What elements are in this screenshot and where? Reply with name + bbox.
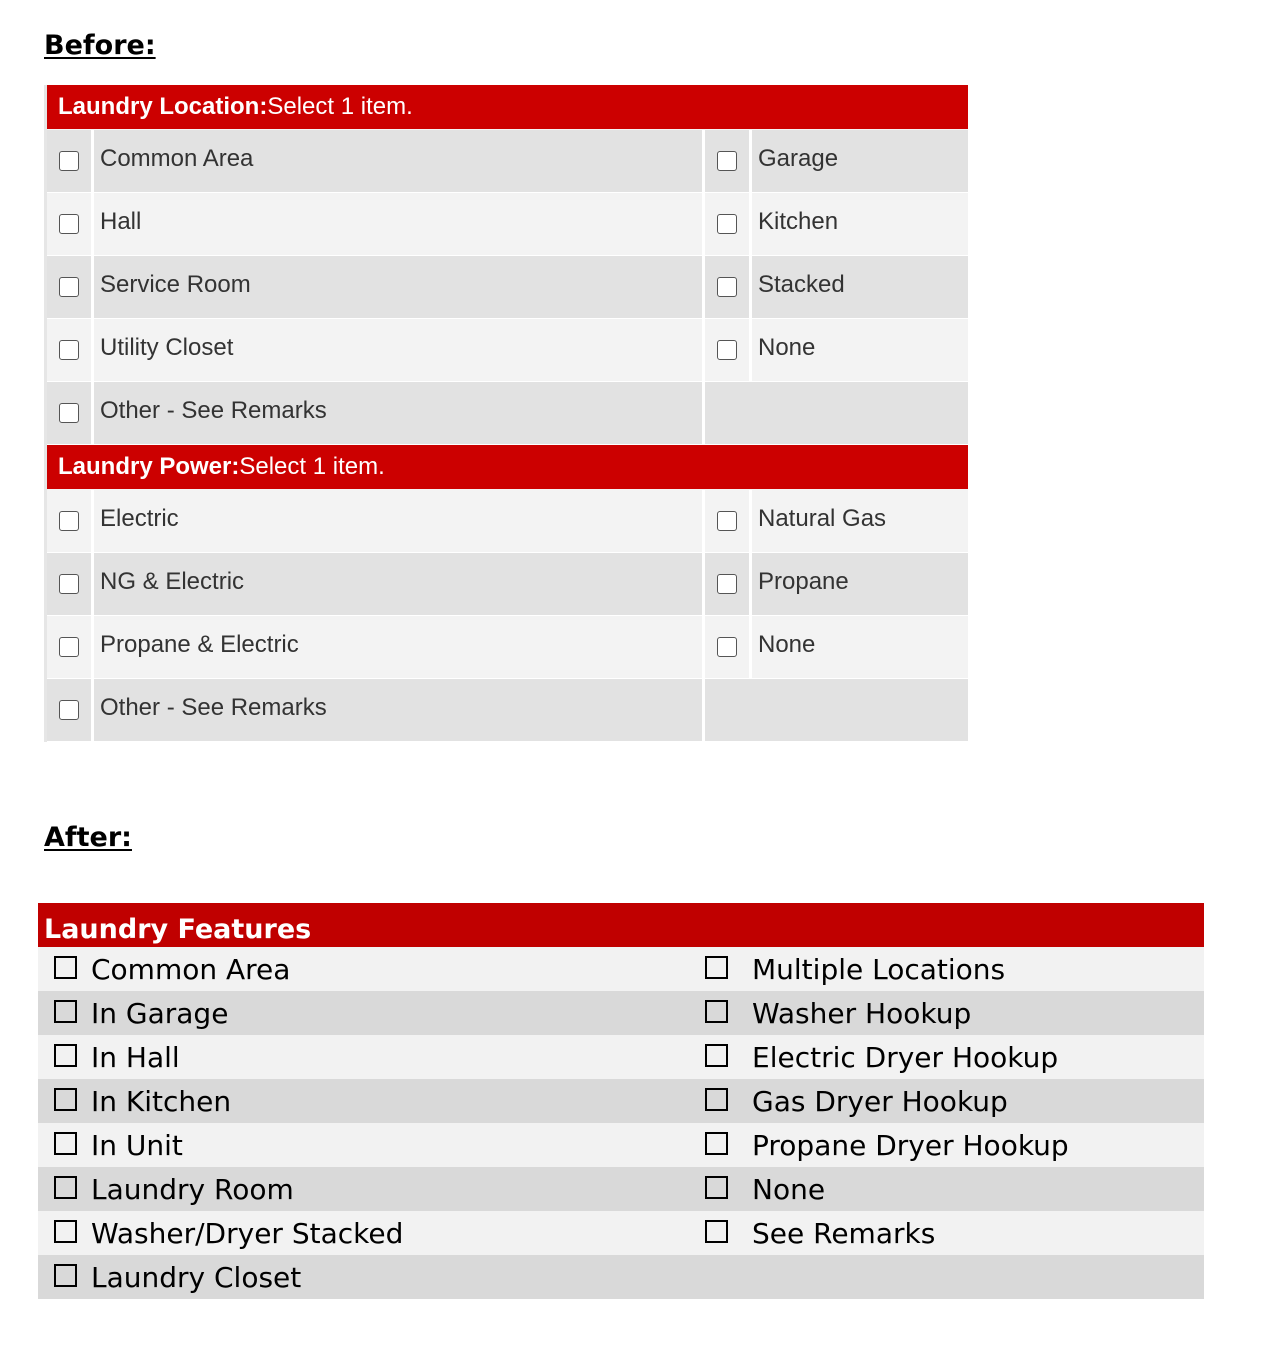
checkbox-cell bbox=[47, 490, 94, 552]
checkbox-cell bbox=[47, 616, 94, 678]
option-cell bbox=[47, 193, 705, 255]
checkbox[interactable] bbox=[717, 511, 737, 531]
option-cell bbox=[704, 1255, 1204, 1299]
checkbox[interactable] bbox=[59, 637, 79, 657]
option-row bbox=[38, 1255, 1204, 1299]
option-label: Propane bbox=[758, 568, 849, 595]
checkbox[interactable] bbox=[705, 1044, 728, 1067]
checkbox-cell bbox=[705, 679, 752, 741]
option-cell bbox=[38, 1167, 704, 1211]
checkbox[interactable] bbox=[717, 574, 737, 594]
checkbox-cell bbox=[705, 193, 752, 255]
option-label: Washer/Dryer Stacked bbox=[91, 1216, 404, 1250]
checkbox-cell bbox=[47, 130, 94, 192]
checkbox[interactable] bbox=[59, 340, 79, 360]
option-label: None bbox=[758, 334, 816, 361]
option-cell bbox=[47, 553, 705, 615]
option-label: Electric bbox=[100, 505, 179, 532]
option-row bbox=[38, 1035, 1204, 1079]
option-label: NG & Electric bbox=[100, 568, 245, 595]
checkbox-cell bbox=[47, 553, 94, 615]
option-label: None bbox=[758, 631, 816, 658]
before-form bbox=[44, 85, 968, 742]
option-cell bbox=[705, 319, 968, 381]
option-label: Common Area bbox=[91, 952, 291, 986]
section-header bbox=[47, 85, 968, 130]
option-cell bbox=[38, 947, 704, 991]
checkbox[interactable] bbox=[54, 1044, 77, 1067]
option-label: Propane Dryer Hookup bbox=[752, 1128, 1069, 1162]
checkbox[interactable] bbox=[54, 956, 77, 979]
checkbox-cell bbox=[705, 130, 752, 192]
option-row bbox=[47, 679, 968, 742]
option-cell bbox=[705, 490, 968, 552]
option-label: Kitchen bbox=[758, 208, 839, 235]
option-row bbox=[47, 616, 968, 679]
section-title-bold: Laundry Location: bbox=[58, 93, 268, 120]
checkbox[interactable] bbox=[717, 214, 737, 234]
option-cell bbox=[704, 1167, 1204, 1211]
checkbox[interactable] bbox=[705, 956, 728, 979]
checkbox[interactable] bbox=[717, 637, 737, 657]
option-cell bbox=[47, 382, 705, 444]
option-cell bbox=[47, 256, 705, 318]
option-cell bbox=[47, 319, 705, 381]
checkbox-cell bbox=[705, 553, 752, 615]
after-form bbox=[38, 903, 1204, 1299]
option-cell bbox=[705, 616, 968, 678]
checkbox[interactable] bbox=[59, 700, 79, 720]
checkbox[interactable] bbox=[705, 1132, 728, 1155]
option-row bbox=[38, 1123, 1204, 1167]
checkbox[interactable] bbox=[705, 1220, 728, 1243]
option-row bbox=[47, 193, 968, 256]
checkbox-cell bbox=[705, 256, 752, 318]
option-cell bbox=[38, 991, 704, 1035]
option-cell bbox=[704, 1211, 1204, 1255]
checkbox-cell bbox=[47, 319, 94, 381]
option-cell bbox=[704, 991, 1204, 1035]
option-label: Stacked bbox=[758, 271, 845, 298]
option-label: Other - See Remarks bbox=[100, 397, 327, 424]
option-label: Hall bbox=[100, 208, 142, 235]
option-row bbox=[38, 991, 1204, 1035]
after-heading: After: bbox=[44, 822, 132, 853]
checkbox-cell bbox=[705, 490, 752, 552]
option-label: In Hall bbox=[91, 1040, 180, 1074]
checkbox[interactable] bbox=[54, 1176, 77, 1199]
checkbox[interactable] bbox=[717, 277, 737, 297]
option-label: Laundry Closet bbox=[91, 1260, 302, 1294]
checkbox-cell bbox=[47, 256, 94, 318]
option-cell bbox=[705, 256, 968, 318]
option-label: In Garage bbox=[91, 996, 229, 1030]
checkbox[interactable] bbox=[705, 1000, 728, 1023]
option-cell bbox=[38, 1079, 704, 1123]
option-cell bbox=[38, 1123, 704, 1167]
checkbox[interactable] bbox=[705, 1088, 728, 1111]
section-title-instruction: Select 1 item. bbox=[267, 93, 413, 120]
section-title-instruction: Select 1 item. bbox=[239, 453, 385, 480]
checkbox[interactable] bbox=[59, 214, 79, 234]
option-row bbox=[47, 256, 968, 319]
option-cell bbox=[704, 1035, 1204, 1079]
option-label: In Kitchen bbox=[91, 1084, 232, 1118]
option-row bbox=[47, 130, 968, 193]
option-cell bbox=[38, 1035, 704, 1079]
checkbox[interactable] bbox=[54, 1088, 77, 1111]
option-label: Natural Gas bbox=[758, 505, 887, 532]
checkbox-cell bbox=[705, 382, 752, 444]
option-cell bbox=[38, 1255, 704, 1299]
option-row bbox=[47, 319, 968, 382]
option-row bbox=[38, 1079, 1204, 1123]
option-label: Other - See Remarks bbox=[100, 694, 327, 721]
option-row bbox=[47, 382, 968, 445]
checkbox-cell bbox=[705, 319, 752, 381]
option-label: Laundry Room bbox=[91, 1172, 294, 1206]
checkbox[interactable] bbox=[59, 511, 79, 531]
option-cell bbox=[705, 382, 968, 444]
checkbox[interactable] bbox=[717, 151, 737, 171]
checkbox[interactable] bbox=[54, 1132, 77, 1155]
option-label: Service Room bbox=[100, 271, 251, 298]
option-row bbox=[38, 1167, 1204, 1211]
checkbox[interactable] bbox=[59, 574, 79, 594]
option-cell bbox=[705, 193, 968, 255]
option-row bbox=[38, 1211, 1204, 1255]
option-label: Electric Dryer Hookup bbox=[752, 1040, 1059, 1074]
checkbox-cell bbox=[47, 193, 94, 255]
checkbox-cell bbox=[47, 679, 94, 741]
option-cell bbox=[38, 1211, 704, 1255]
option-cell bbox=[705, 679, 968, 741]
checkbox[interactable] bbox=[717, 340, 737, 360]
option-label: Common Area bbox=[100, 145, 254, 172]
option-label: Gas Dryer Hookup bbox=[752, 1084, 1008, 1118]
checkbox[interactable] bbox=[59, 277, 79, 297]
option-cell bbox=[705, 130, 968, 192]
option-cell bbox=[47, 679, 705, 741]
option-row bbox=[47, 490, 968, 553]
checkbox[interactable] bbox=[54, 1000, 77, 1023]
checkbox[interactable] bbox=[59, 403, 79, 423]
checkbox-cell bbox=[705, 616, 752, 678]
option-label: Garage bbox=[758, 145, 839, 172]
option-cell bbox=[704, 947, 1204, 991]
option-row bbox=[47, 553, 968, 616]
option-cell bbox=[704, 1079, 1204, 1123]
checkbox[interactable] bbox=[705, 1176, 728, 1199]
option-label: Washer Hookup bbox=[752, 996, 972, 1030]
section-header: Laundry Features bbox=[38, 903, 1204, 947]
section-header bbox=[47, 445, 968, 490]
before-heading: Before: bbox=[44, 30, 156, 61]
option-cell bbox=[704, 1123, 1204, 1167]
option-cell bbox=[705, 553, 968, 615]
option-label: Multiple Locations bbox=[752, 952, 1006, 986]
option-label: See Remarks bbox=[752, 1216, 936, 1250]
checkbox[interactable] bbox=[54, 1264, 77, 1287]
checkbox[interactable] bbox=[59, 151, 79, 171]
section-title-bold: Laundry Power: bbox=[58, 453, 240, 480]
option-label: Utility Closet bbox=[100, 334, 234, 361]
option-label: In Unit bbox=[91, 1128, 183, 1162]
option-label: Propane & Electric bbox=[100, 631, 299, 658]
option-label: None bbox=[752, 1172, 826, 1206]
option-cell bbox=[47, 130, 705, 192]
option-row bbox=[38, 947, 1204, 991]
checkbox[interactable] bbox=[54, 1220, 77, 1243]
checkbox-cell bbox=[47, 382, 94, 444]
option-cell bbox=[47, 490, 705, 552]
option-cell bbox=[47, 616, 705, 678]
